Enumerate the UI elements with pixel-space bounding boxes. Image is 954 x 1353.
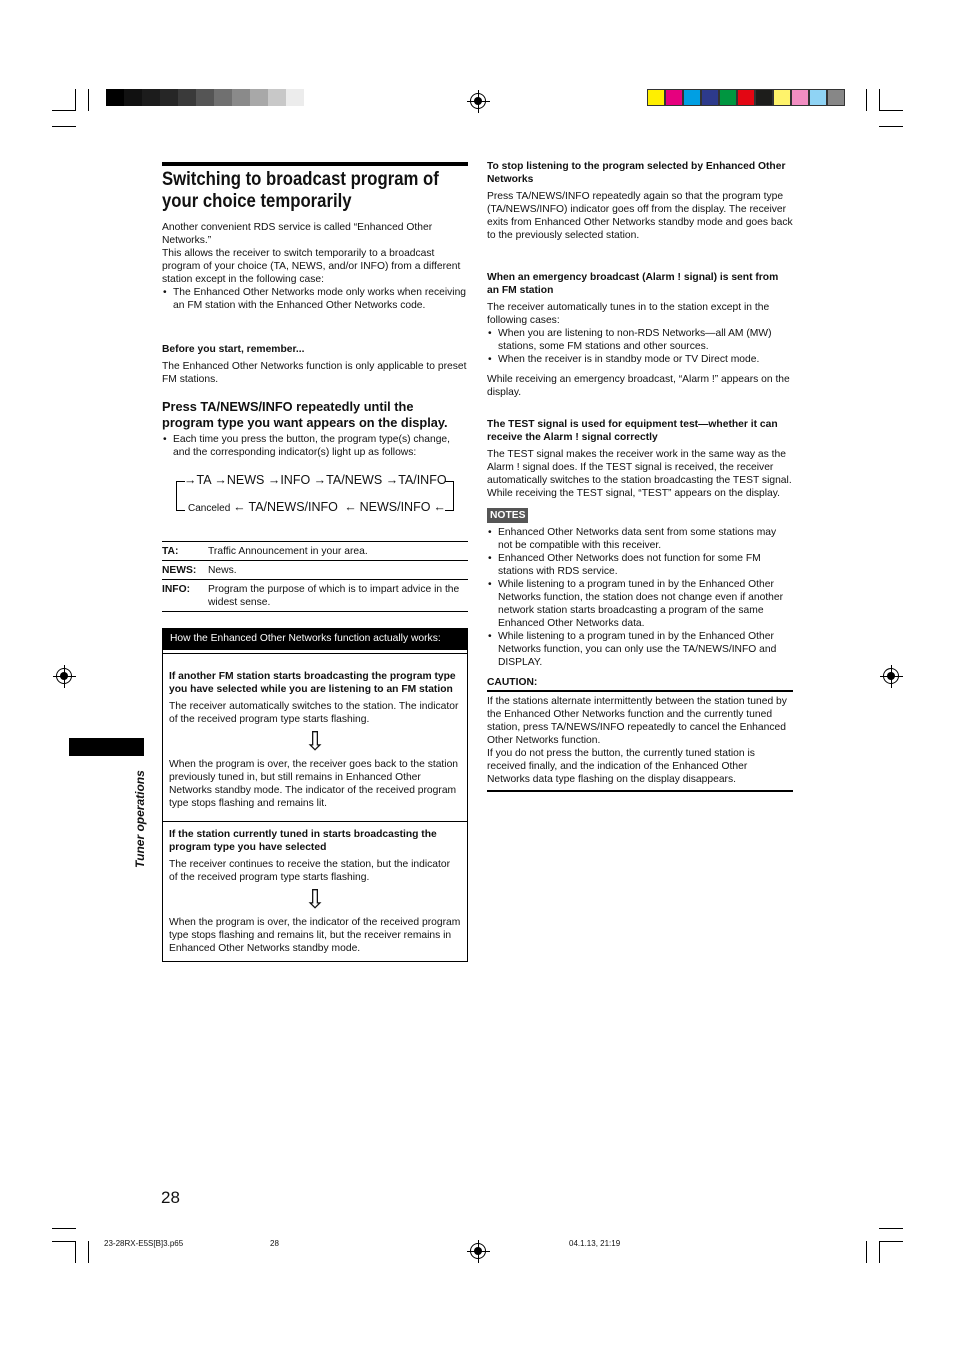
color-swatch: [737, 89, 755, 106]
seq-info: INFO: [280, 473, 311, 487]
color-swatch: [196, 89, 214, 106]
def-key: NEWS:: [162, 561, 208, 580]
registration-mark-icon: [470, 1243, 486, 1259]
color-swatch: [268, 89, 286, 106]
box-section-heading: If the station currently tuned in starts broadcasting the program type you have selected: [169, 829, 437, 853]
list-item: • While listening to a program tuned in by the Enhanced Other Networks function, the station does not change even if another network station starts broadcasting a program of the same Enhanced Other Networks data.: [487, 578, 793, 630]
crop-mark: [879, 1241, 880, 1263]
seq-canceled: Canceled: [188, 503, 231, 514]
crop-mark: [52, 126, 76, 127]
color-swatch: [827, 89, 845, 106]
footer-page: 28: [270, 1239, 279, 1248]
press-block: [162, 399, 468, 459]
emergency-text: While receiving an emergency broadcast, “Alarm !” appears on the display.: [487, 374, 790, 398]
emergency-text: The receiver automatically tunes in to the station except in the following cases:: [487, 302, 770, 326]
box-section-text: The receiver continues to receive the station, but the indicator of the received program type starts flashing.: [169, 859, 451, 883]
color-swatch: [665, 89, 683, 106]
crop-mark: [879, 1228, 903, 1229]
crop-mark: [88, 1241, 89, 1263]
def-key: INFO:: [162, 580, 208, 612]
crop-mark: [75, 1241, 76, 1263]
test-text: The TEST signal makes the receiver work in the same way as the Alarm ! signal does. If the TEST signal is received, the receiver automatically switches to the station broadcasting the TEST signal.: [487, 449, 792, 486]
color-swatch: [701, 89, 719, 106]
footer-file: 23-28RX-E5S[B]3.p65: [104, 1239, 184, 1248]
title-rule: [162, 162, 468, 166]
registration-mark-icon: [883, 668, 899, 684]
registration-mark-icon: [470, 93, 486, 109]
crop-mark: [879, 89, 880, 111]
list-item: • While listening to a program tuned in by the Enhanced Other Networks function, you can only use the TA/NEWS/INFO and DISPLAY.: [487, 630, 793, 669]
arrow-right-icon: →: [385, 473, 399, 487]
box-section-heading: If another FM station starts broadcasting the program type you have selected while you are listening to an FM station: [169, 671, 456, 695]
intro-block: [162, 221, 468, 312]
registration-mark-icon: [56, 668, 72, 684]
def-value: Program the purpose of which is to impart advice in the widest sense.: [208, 580, 468, 612]
list-item: • When you are listening to non-RDS Networks—all AM (MW) stations, some FM stations and other sources.: [487, 327, 793, 353]
seq-news-info: NEWS/INFO: [359, 500, 431, 514]
arrow-right-icon: →: [313, 473, 327, 487]
color-swatch: [809, 89, 827, 106]
box-section-text: The receiver automatically switches to the station. The indicator of the received program type starts flashing.: [169, 701, 459, 725]
crop-mark: [52, 110, 76, 111]
crop-mark: [879, 110, 903, 111]
program-type-sequence: [176, 473, 456, 515]
crop-mark: [866, 1241, 867, 1263]
page-number: 28: [161, 1188, 180, 1207]
down-arrow-icon: ⇩: [304, 726, 326, 756]
table-row: [162, 561, 468, 580]
footer-date: 04.1.13, 21:19: [569, 1239, 621, 1248]
color-swatch: [178, 89, 196, 106]
color-swatch: [250, 89, 268, 106]
side-tab-bar: [69, 738, 144, 756]
caution-heading: CAUTION:: [487, 677, 538, 688]
box-section-text: When the program is over, the indicator of the received program type stops flashing and remains lit, but the receiver remains in Enhanced Other Networks standby mode.: [169, 917, 461, 954]
test-heading: The TEST signal is used for equipment test—whether it can receive the Alarm ! signal correctly: [487, 419, 778, 443]
color-swatch: [647, 89, 665, 106]
color-swatch: [106, 89, 124, 106]
arrow-left-icon: ←: [340, 500, 357, 514]
arrow-right-icon: →: [214, 473, 227, 487]
how-it-works-box: [162, 628, 468, 962]
list-item: • The Enhanced Other Networks mode only works when receiving an FM station with the Enhanced Other Networks code.: [162, 286, 468, 312]
color-swatch: [214, 89, 232, 106]
color-swatch: [160, 89, 178, 106]
stop-text: Press TA/NEWS/INFO repeatedly again so that the program type (TA/NEWS/INFO) indicator goes off from the display. The receiver exits from Enhanced Other Networks standby mode and goes back to the previously selected station.: [487, 191, 793, 241]
seq-ta-info: TA/INFO: [398, 473, 447, 487]
crop-mark: [866, 89, 867, 111]
color-swatch: [755, 89, 773, 106]
color-swatch: [791, 89, 809, 106]
crop-mark: [879, 126, 903, 127]
def-value: News.: [208, 561, 468, 580]
list-item: • Enhanced Other Networks does not function for some FM stations with RDS service.: [487, 552, 793, 578]
crop-mark: [88, 89, 89, 111]
crop-mark: [75, 89, 76, 111]
box-header: How the Enhanced Other Networks function actually works:: [163, 629, 467, 650]
box-section-text: When the program is over, the receiver goes back to the station previously tuned in, but still remains in Enhanced Other Networks standby mode. The indicator of the received program type stops flashing and remains lit.: [169, 759, 459, 809]
color-swatch: [719, 89, 737, 106]
arrow-left-icon: ←: [233, 500, 246, 514]
crop-mark: [52, 1241, 76, 1242]
caution-text: If you do not press the button, the currently tuned station is received finally, and the indication of the Enhanced Other Networks data type flashing on the display disappears.: [487, 748, 755, 785]
color-swatch: [124, 89, 142, 106]
list-item: • When the receiver is in standby mode or TV Direct mode.: [487, 353, 793, 366]
color-swatch: [683, 89, 701, 106]
list-item: • Each time you press the button, the program type(s) change, and the corresponding indicator(s) light up as follows:: [162, 433, 468, 459]
def-value: Traffic Announcement in your area.: [208, 542, 468, 561]
intro-paragraph: This allows the receiver to switch temporarily to a broadcast program of your choice (TA, NEWS, and/or INFO) from a different station except in the following case:: [162, 248, 461, 285]
notes-label: NOTES: [487, 508, 528, 523]
side-tab-label: Tuner operations: [133, 770, 147, 868]
arrow-left-icon: ←: [433, 500, 446, 514]
emergency-heading: When an emergency broadcast (Alarm ! signal) is sent from an FM station: [487, 272, 779, 296]
stop-heading: To stop listening to the program selected by Enhanced Other Networks: [487, 161, 786, 185]
before-heading: Before you start, remember...: [162, 344, 305, 355]
definitions-table: [162, 541, 468, 612]
before-text: The Enhanced Other Networks function is only applicable to preset FM stations.: [162, 361, 467, 385]
test-text: While receiving the TEST signal, “TEST” appears on the display.: [487, 488, 781, 499]
page-title: [162, 169, 468, 213]
color-swatch: [286, 89, 304, 106]
caution-text: If the stations alternate intermittently between the station tuned by the Enhanced Other Networks function and the currently tuned station, press TA/NEWS/INFO repeatedly to cancel the Enhanced Other Networks function.: [487, 696, 787, 746]
seq-ta: TA: [196, 473, 211, 487]
list-item: • Enhanced Other Networks data sent from some stations may not be compatible with this receiver.: [487, 526, 793, 552]
seq-ta-news-info: TA/NEWS/INFO: [248, 500, 338, 514]
title-line-2: your choice temporarily: [162, 191, 352, 212]
intro-paragraph: Another convenient RDS service is called “Enhanced Other Networks.”: [162, 222, 433, 246]
arrow-right-icon: →: [267, 473, 281, 487]
table-row: [162, 542, 468, 561]
crop-mark: [52, 1228, 76, 1229]
down-arrow-icon: ⇩: [304, 884, 326, 914]
arrow-right-icon: →: [184, 473, 197, 487]
right-column: [487, 160, 793, 792]
press-heading: Press TA/NEWS/INFO repeatedly until the program type you want appears on the display.: [162, 399, 448, 430]
title-line-1: Switching to broadcast program of: [162, 169, 439, 190]
table-row: [162, 580, 468, 612]
seq-news: NEWS: [226, 473, 265, 487]
color-swatch: [142, 89, 160, 106]
crop-mark: [879, 1241, 903, 1242]
seq-ta-news: TA/NEWS: [326, 473, 383, 487]
def-key: TA:: [162, 542, 208, 561]
color-swatch: [232, 89, 250, 106]
color-swatch: [773, 89, 791, 106]
before-block: [162, 343, 468, 386]
